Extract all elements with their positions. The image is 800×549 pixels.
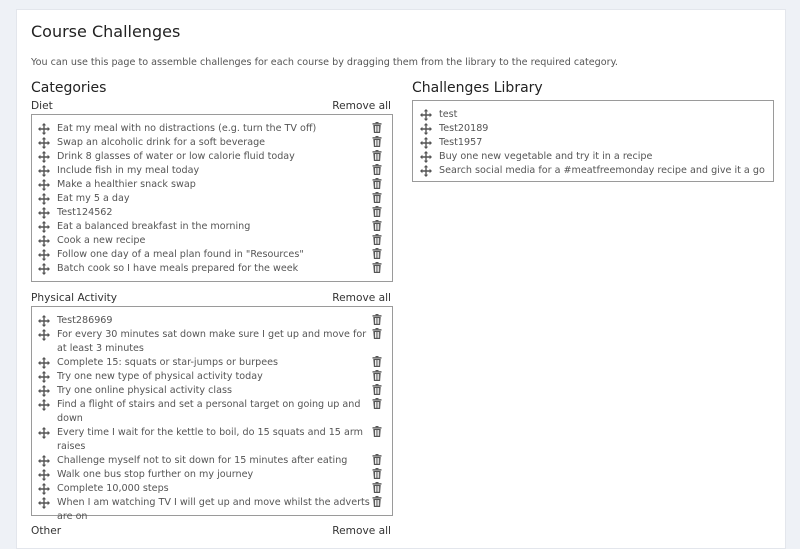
remove-all-diet-button[interactable]: Remove all: [332, 100, 391, 112]
category-label-diet: Diet: [31, 100, 53, 112]
trash-icon[interactable]: [372, 370, 382, 381]
move-arrows-icon[interactable]: [38, 165, 50, 177]
move-arrows-icon[interactable]: [38, 469, 50, 481]
challenge-item[interactable]: [38, 136, 392, 150]
challenge-item[interactable]: [38, 248, 392, 262]
category-label-other: Other: [31, 525, 62, 537]
trash-icon[interactable]: [372, 356, 382, 367]
move-arrows-icon[interactable]: [38, 483, 50, 495]
challenge-item[interactable]: [38, 496, 392, 524]
challenge-item[interactable]: [38, 150, 392, 164]
move-arrows-icon[interactable]: [420, 137, 432, 149]
page-title: Course Challenges: [31, 22, 181, 41]
challenge-label: Test286969: [57, 315, 113, 326]
challenge-item[interactable]: [38, 178, 392, 192]
challenge-label: Include fish in my meal today: [57, 165, 200, 176]
challenge-item[interactable]: [38, 220, 392, 234]
challenge-item[interactable]: [38, 328, 392, 356]
trash-icon[interactable]: [372, 122, 382, 133]
trash-icon[interactable]: [372, 178, 382, 189]
challenge-label: Test20189: [439, 123, 489, 134]
challenge-label: Eat my meal with no distractions (e.g. turn the TV off): [57, 123, 317, 134]
trash-icon[interactable]: [372, 468, 382, 479]
challenge-label: Follow one day of a meal plan found in "Resources": [57, 249, 304, 260]
remove-all-physical-activity-button[interactable]: Remove all: [332, 292, 391, 304]
challenge-label: Search social media for a #meatfreemonday recipe and give it a go: [439, 165, 765, 176]
move-arrows-icon[interactable]: [38, 179, 50, 191]
move-arrows-icon[interactable]: [38, 385, 50, 397]
trash-icon[interactable]: [372, 454, 382, 465]
categories-heading: Categories: [31, 80, 107, 96]
trash-icon[interactable]: [372, 248, 382, 259]
trash-icon[interactable]: [372, 426, 382, 437]
challenge-label: Make a healthier snack swap: [57, 179, 196, 190]
challenge-label: Eat a balanced breakfast in the morning: [57, 221, 251, 232]
challenge-item[interactable]: [38, 234, 392, 248]
challenges-library-list[interactable]: [412, 100, 774, 182]
trash-icon[interactable]: [372, 136, 382, 147]
trash-icon[interactable]: [372, 192, 382, 203]
library-item[interactable]: [420, 136, 773, 150]
move-arrows-icon[interactable]: [38, 151, 50, 163]
challenge-item[interactable]: [38, 454, 392, 468]
move-arrows-icon[interactable]: [38, 371, 50, 383]
move-arrows-icon[interactable]: [38, 497, 50, 509]
challenge-label: test: [439, 109, 458, 120]
challenge-item[interactable]: [38, 468, 392, 482]
category-label-physical-activity: Physical Activity: [31, 292, 118, 304]
library-item[interactable]: [420, 150, 773, 164]
move-arrows-icon[interactable]: [38, 207, 50, 219]
remove-all-other-button[interactable]: Remove all: [332, 525, 391, 537]
challenge-label: Try one new type of physical activity today: [57, 371, 263, 382]
challenge-label: Buy one new vegetable and try it in a recipe: [439, 151, 653, 162]
move-arrows-icon[interactable]: [420, 165, 432, 177]
challenge-label: Test1957: [439, 137, 483, 148]
challenge-label: Complete 15: squats or star-jumps or burpees: [57, 357, 279, 368]
challenge-label: Test124562: [57, 207, 113, 218]
move-arrows-icon[interactable]: [38, 315, 50, 327]
challenge-label: Eat my 5 a day: [57, 193, 130, 204]
move-arrows-icon[interactable]: [420, 109, 432, 121]
move-arrows-icon[interactable]: [38, 427, 50, 439]
challenge-label: Find a flight of stairs and set a personal target on going up and down: [57, 399, 361, 424]
challenge-label: Batch cook so I have meals prepared for the week: [57, 263, 299, 274]
challenge-item[interactable]: [38, 398, 392, 426]
library-item[interactable]: [420, 164, 773, 178]
trash-icon[interactable]: [372, 314, 382, 325]
library-item[interactable]: [420, 122, 773, 136]
challenge-item[interactable]: [38, 164, 392, 178]
trash-icon[interactable]: [372, 164, 382, 175]
challenge-label: For every 30 minutes sat down make sure I get up and move for at least 3 minutes: [57, 329, 367, 354]
page-intro: You can use this page to assemble challenges for each course by dragging them from the library to the required category.: [31, 57, 618, 68]
challenge-item[interactable]: [38, 356, 392, 370]
move-arrows-icon[interactable]: [38, 399, 50, 411]
move-arrows-icon[interactable]: [38, 357, 50, 369]
challenge-item[interactable]: [38, 122, 392, 136]
category-list-physical-activity[interactable]: [31, 306, 393, 522]
challenge-label: Try one online physical activity class: [57, 385, 232, 396]
trash-icon[interactable]: [372, 482, 382, 493]
library-item[interactable]: [420, 108, 773, 122]
trash-icon[interactable]: [372, 384, 382, 395]
trash-icon[interactable]: [372, 398, 382, 409]
trash-icon[interactable]: [372, 262, 382, 273]
move-arrows-icon[interactable]: [420, 123, 432, 135]
trash-icon[interactable]: [372, 150, 382, 161]
move-arrows-icon[interactable]: [38, 137, 50, 149]
move-arrows-icon[interactable]: [38, 263, 50, 275]
move-arrows-icon[interactable]: [38, 221, 50, 233]
course-challenges-card: [16, 9, 786, 549]
challenge-label: When I am watching TV I will get up and move whilst the adverts are on: [57, 497, 370, 522]
challenge-label: Cook a new recipe: [57, 235, 146, 246]
move-arrows-icon[interactable]: [38, 123, 50, 135]
challenge-label: Complete 10,000 steps: [57, 483, 169, 494]
challenge-item[interactable]: [38, 206, 392, 220]
challenge-label: Every time I wait for the kettle to boil, do 15 squats and 15 arm raises: [57, 427, 363, 452]
challenge-item[interactable]: [38, 370, 392, 384]
library-heading: Challenges Library: [412, 80, 543, 96]
move-arrows-icon[interactable]: [38, 249, 50, 261]
challenge-item[interactable]: [38, 192, 392, 206]
trash-icon[interactable]: [372, 220, 382, 231]
category-list-diet[interactable]: [31, 114, 393, 282]
challenge-item[interactable]: [38, 384, 392, 398]
challenge-label: Drink 8 glasses of water or low calorie fluid today: [57, 151, 295, 162]
challenge-item[interactable]: [38, 262, 392, 276]
challenge-item[interactable]: [38, 426, 392, 454]
challenge-item[interactable]: [38, 314, 392, 328]
trash-icon[interactable]: [372, 496, 382, 507]
trash-icon[interactable]: [372, 206, 382, 217]
challenge-label: Challenge myself not to sit down for 15 minutes after eating: [57, 455, 348, 466]
move-arrows-icon[interactable]: [420, 151, 432, 163]
challenge-item[interactable]: [38, 482, 392, 496]
move-arrows-icon[interactable]: [38, 455, 50, 467]
challenge-label: Walk one bus stop further on my journey: [57, 469, 254, 480]
move-arrows-icon[interactable]: [38, 193, 50, 205]
move-arrows-icon[interactable]: [38, 235, 50, 247]
move-arrows-icon[interactable]: [38, 329, 50, 341]
challenge-label: Swap an alcoholic drink for a soft beverage: [57, 137, 266, 148]
trash-icon[interactable]: [372, 328, 382, 339]
trash-icon[interactable]: [372, 234, 382, 245]
